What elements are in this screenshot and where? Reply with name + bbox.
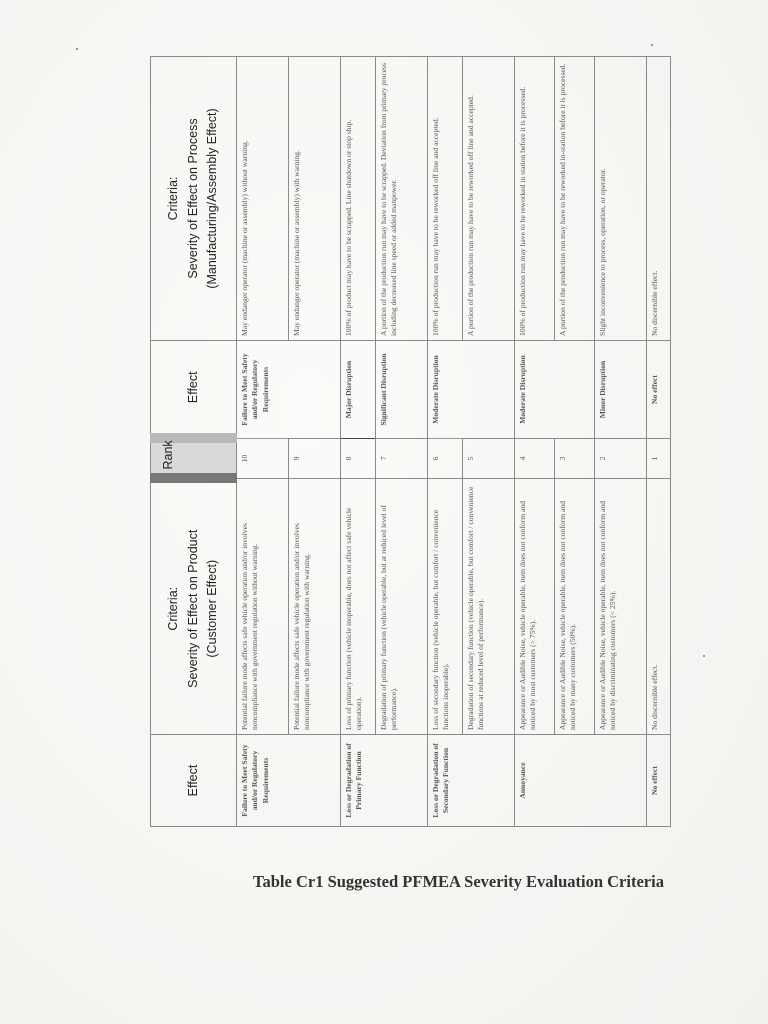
product-criteria-cell: Degradation of primary function (vehicle operable, but at reduced level of performance).	[376, 479, 428, 735]
process-group-no-effect: No effect	[647, 341, 671, 439]
process-criteria-cell: 100% of production run may have to be reworked in station before it is processed.	[515, 57, 555, 341]
product-criteria-cell: No discernible effect.	[647, 479, 671, 735]
pfmea-severity-table	[150, 56, 671, 827]
table-caption: Table Cr1 Suggested PFMEA Severity Evaluation Criteria	[253, 872, 664, 891]
process-group-moderate: Moderate Disruption	[428, 341, 515, 439]
table-row	[428, 57, 463, 827]
process-group-safety: Failure to Meet Safety and/or Regulatory Requirements	[237, 341, 341, 439]
product-criteria-cell: Appearance or Audible Noise, vehicle operable, item does not conform and noticed by most customers (> 75%).	[515, 479, 555, 735]
header-process-line1: Criteria:	[166, 176, 181, 221]
group-primary-function: Loss or Degradation of Primary Function	[341, 735, 428, 827]
rank-cell: 8	[341, 439, 376, 479]
process-criteria-cell: A portion of the production run may have to be scrapped. Deviation from primary process including decreased line speed or added manpower.	[376, 57, 428, 341]
process-criteria-cell: Slight inconvenience to process, operation, or operator.	[595, 57, 647, 341]
table-row	[647, 57, 671, 827]
process-criteria-cell: May endanger operator (machine or assembly) without warning.	[237, 57, 289, 341]
rank-cell: 6	[428, 439, 463, 479]
rank-cell: 5	[463, 439, 515, 479]
process-group-significant: Significant Disruption	[376, 341, 428, 439]
table-row	[463, 57, 515, 827]
header-product-criteria	[151, 479, 237, 735]
header-product-line3: (Customer Effect)	[205, 559, 220, 658]
rotated-table-container	[150, 0, 768, 827]
group-secondary-function: Loss or Degradation of Secondary Function	[428, 735, 515, 827]
scan-speck	[651, 44, 653, 46]
table-row	[595, 57, 647, 827]
product-criteria-cell: Potential failure mode affects safe vehicle operation and/or involves noncompliance with government regulation without warning.	[237, 479, 289, 735]
header-process-criteria	[151, 57, 237, 341]
table-row	[289, 57, 341, 827]
product-criteria-cell: Degradation of secondary function (vehicle operable, but comfort / convenience functions at reduced level of performance).	[463, 479, 515, 735]
product-criteria-cell: Loss of primary function (vehicle inoperable, does not affect safe vehicle operation).	[341, 479, 376, 735]
header-rank: Rank	[151, 439, 237, 479]
product-criteria-cell: Loss of secondary function (vehicle operable, but comfort / convenience functions inoperable).	[428, 479, 463, 735]
process-criteria-cell: A portion of the production run may have to be reworked off line and accepted.	[463, 57, 515, 341]
rank-cell: 9	[289, 439, 341, 479]
rank-cell: 4	[515, 439, 555, 479]
scan-speck	[76, 48, 78, 50]
table-row	[515, 57, 555, 827]
process-group-major: Major Disruption	[341, 341, 376, 439]
scan-speck	[703, 655, 705, 657]
rank-cell: 2	[595, 439, 647, 479]
header-process-line2: Severity of Effect on Process	[185, 118, 200, 279]
rank-cell: 1	[647, 439, 671, 479]
header-process-line3: (Manufacturing/Assembly Effect)	[205, 108, 220, 289]
header-product-line1: Criteria:	[166, 586, 181, 631]
process-group-minor: Minor Disruption	[595, 341, 647, 439]
group-annoyance: Annoyance	[515, 735, 647, 827]
product-criteria-cell: Appearance or Audible Noise, vehicle operable, item does not conform and noticed by discriminating customers (< 25%).	[595, 479, 647, 735]
process-criteria-cell: No discernible effect.	[647, 57, 671, 341]
table-row	[341, 57, 376, 827]
rank-cell: 10	[237, 439, 289, 479]
rank-cell: 7	[376, 439, 428, 479]
group-no-effect: No effect	[647, 735, 671, 827]
header-product-line2: Severity of Effect on Product	[185, 529, 200, 688]
process-criteria-cell: 100% of production run may have to be reworked off line and accepted.	[428, 57, 463, 341]
table-header-row	[151, 57, 237, 827]
header-effect-process: Effect	[151, 341, 237, 439]
process-criteria-cell: May endanger operator (machine or assembly) with warning.	[289, 57, 341, 341]
rank-cell: 3	[555, 439, 595, 479]
process-criteria-cell: A portion of the production run may have to be reworked in-station before it is processed.	[555, 57, 595, 341]
group-safety: Failure to Meet Safety and/or Regulatory Requirements	[237, 735, 341, 827]
table-row	[237, 57, 289, 827]
product-criteria-cell: Appearance or Audible Noise, vehicle operable, item does not conform and noticed by many customers (50%).	[555, 479, 595, 735]
header-effect-product: Effect	[151, 735, 237, 827]
table-row	[376, 57, 428, 827]
table-row	[555, 57, 595, 827]
process-criteria-cell: 100% of product may have to be scrapped. Line shutdown or stop ship.	[341, 57, 376, 341]
product-criteria-cell: Potential failure mode affects safe vehicle operation and/or involves noncompliance with government regulation with warning.	[289, 479, 341, 735]
process-group-moderate-2: Moderate Disruption	[515, 341, 595, 439]
